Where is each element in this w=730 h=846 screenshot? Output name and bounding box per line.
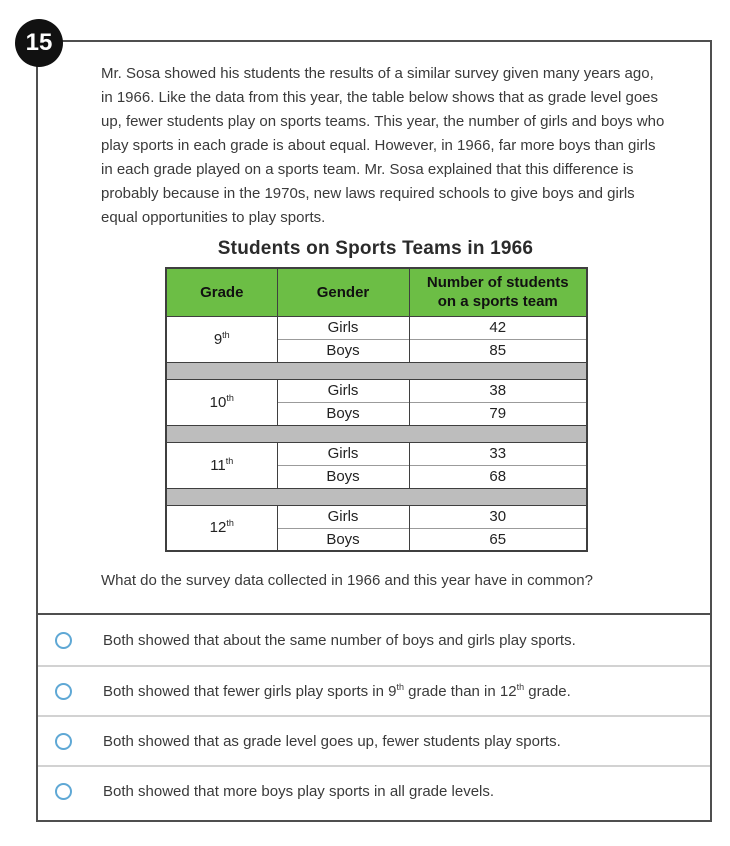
radio-button-icon[interactable]: [55, 632, 72, 649]
sports-table: [165, 267, 588, 552]
answer-option-label: Both showed that about the same number of boys and girls play sports.: [103, 631, 576, 649]
count-cell: 79: [409, 402, 587, 425]
answer-option[interactable]: [38, 715, 710, 765]
gender-cell: Boys: [277, 339, 409, 362]
prompt-paragraph: Mr. Sosa showed his students the results of a similar survey given many years ago, in 1966. Like the data from this year, the table below shows that as grade level goes up, fewer students play on sports teams. This year, the number of girls and boys who play sports in each grade is about equal. However, in 1966, far more boys than girls in each grade played on a sports team. Mr. Sosa explained that this difference is probably because in the 1970s, new laws required schools to give boys and girls equal opportunities to play sports.: [101, 65, 665, 226]
table-header-grade: Grade: [166, 268, 277, 316]
count-cell: 42: [409, 316, 587, 339]
table-row: [166, 316, 587, 339]
count-cell: 33: [409, 442, 587, 465]
table-header-row: [166, 268, 587, 316]
gender-cell: Girls: [277, 316, 409, 339]
separator-row: [166, 488, 587, 505]
question-panel: [36, 40, 712, 822]
answer-option-label: Both showed that more boys play sports in all grade levels.: [103, 782, 495, 800]
radio-button-icon[interactable]: [55, 683, 72, 700]
gender-cell: Girls: [277, 505, 409, 528]
grade-cell: 12th: [166, 505, 277, 551]
question-body: [38, 42, 710, 613]
table-row: [166, 442, 587, 465]
count-cell: 30: [409, 505, 587, 528]
answer-options: [38, 613, 710, 815]
gender-cell: Girls: [277, 379, 409, 402]
grade-cell: 11th: [166, 442, 277, 488]
question-number: 15: [25, 29, 53, 56]
gender-cell: Boys: [277, 402, 409, 425]
count-cell: 65: [409, 528, 587, 551]
gender-cell: Girls: [277, 442, 409, 465]
radio-button-icon[interactable]: [55, 783, 72, 800]
gender-cell: Boys: [277, 465, 409, 488]
answer-option-label: Both showed that as grade level goes up, fewer students play sports.: [103, 732, 561, 750]
answer-option[interactable]: [38, 765, 710, 815]
table-header-count: Number of students on a sports team: [409, 268, 587, 316]
table-row: [166, 379, 587, 402]
grade-cell: 10th: [166, 379, 277, 425]
count-cell: 38: [409, 379, 587, 402]
question-text: What do the survey data collected in 1966 and this year have in common?: [101, 572, 593, 589]
count-cell: 85: [409, 339, 587, 362]
count-cell: 68: [409, 465, 587, 488]
answer-option-label: Both showed that fewer girls play sports in 9th grade than in 12th grade.: [103, 681, 571, 700]
answer-option[interactable]: [38, 615, 710, 665]
data-table-section: [165, 238, 586, 552]
separator-row: [166, 425, 587, 442]
table-row: [166, 505, 587, 528]
grade-cell: 9th: [166, 316, 277, 362]
answer-option[interactable]: [38, 665, 710, 715]
table-title: Students on Sports Teams in 1966: [217, 238, 534, 259]
question-number-badge: [15, 19, 63, 67]
gender-cell: Boys: [277, 528, 409, 551]
table-header-gender: Gender: [277, 268, 409, 316]
separator-row: [166, 362, 587, 379]
radio-button-icon[interactable]: [55, 733, 72, 750]
